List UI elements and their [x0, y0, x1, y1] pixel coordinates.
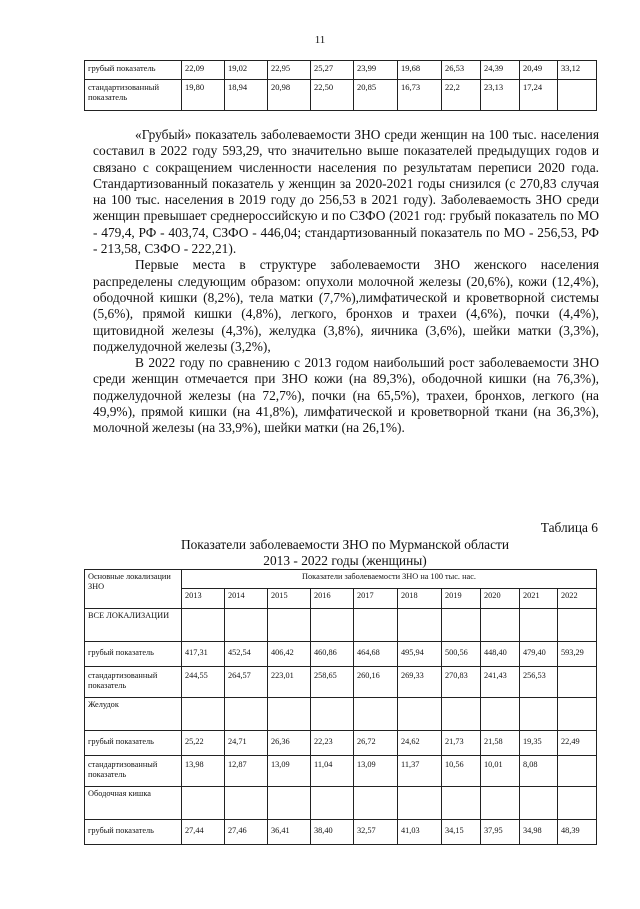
table-cell: 18,94 — [225, 80, 268, 111]
table-cell: 223,01 — [268, 667, 311, 698]
table-cell — [558, 80, 597, 111]
table-cell — [182, 787, 225, 820]
table-cell: 37,95 — [481, 820, 520, 845]
table-cell: 32,57 — [354, 820, 398, 845]
table-cell — [354, 787, 398, 820]
table-cell: 19,02 — [225, 61, 268, 80]
table-cell: 593,29 — [558, 642, 597, 667]
table-cell: 24,39 — [481, 61, 520, 80]
table-cell: 17,24 — [520, 80, 558, 111]
table-cell: 244,55 — [182, 667, 225, 698]
table-cell: 269,33 — [398, 667, 442, 698]
table-cell: 406,42 — [268, 642, 311, 667]
table-cell: 26,72 — [354, 731, 398, 756]
table-cell: 417,31 — [182, 642, 225, 667]
row-label: грубый показатель — [85, 731, 182, 756]
year-header: 2022 — [558, 589, 597, 609]
table-cell: 19,35 — [520, 731, 558, 756]
table-cell — [558, 756, 597, 787]
table-cell — [311, 609, 354, 642]
table-cell — [354, 698, 398, 731]
table-cell — [558, 787, 597, 820]
table-cell: 13,09 — [268, 756, 311, 787]
table-cell: 8,08 — [520, 756, 558, 787]
table-cell: 22,50 — [311, 80, 354, 111]
table-cell: 24,71 — [225, 731, 268, 756]
table-cell: 258,65 — [311, 667, 354, 698]
table-cell: 460,86 — [311, 642, 354, 667]
year-header: 2014 — [225, 589, 268, 609]
table-cell: 479,40 — [520, 642, 558, 667]
table-cell: 26,36 — [268, 731, 311, 756]
table-cell: 26,53 — [442, 61, 481, 80]
table-row — [85, 820, 597, 845]
table-cell: 25,22 — [182, 731, 225, 756]
table-cell — [311, 698, 354, 731]
table-cell: 22,49 — [558, 731, 597, 756]
group-header: Показатели заболеваемости ЗНО на 100 тыс. нас. — [182, 570, 597, 589]
table-cell — [354, 609, 398, 642]
table-cell: 10,01 — [481, 756, 520, 787]
table-row — [85, 80, 597, 111]
table-cell — [481, 787, 520, 820]
table-cell: 16,73 — [398, 80, 442, 111]
paragraph: Первые места в структуре заболеваемости ЗНО женского населения распределены следующим образом: опухоли молочной железы (20,6%), кожи (12,4%), ободочной кишки (8,2%), тела матки (7,7%),лимфатической и кроветворной системы (5,6%), прямой кишки (4,8%), легкого, бронхов и трахеи (4,6%), почки (4,4%), щитовидной железы (4,3%), желудка (3,8%), яичника (3,6%), шейки матки (3,3%), поджелудочной железы (3,2%), — [93, 257, 599, 354]
table-cell: 20,49 — [520, 61, 558, 80]
table-cell — [558, 698, 597, 731]
table-cell: 34,15 — [442, 820, 481, 845]
body-text — [93, 127, 599, 437]
table-cell: 264,57 — [225, 667, 268, 698]
table-cell: 452,54 — [225, 642, 268, 667]
corner-header: Основные локализации ЗНО — [85, 570, 182, 609]
row-label: грубый показатель — [85, 642, 182, 667]
section-row — [85, 787, 597, 820]
paragraph: «Грубый» показатель заболеваемости ЗНО среди женщин на 100 тыс. населения составил в 2022 году 593,29, что значительно выше показателей предыдущих годов и связано с сокращением численности населения по результатам переписи 2020 года. Стандартизованный показатель у женщин за 2020-2021 годы снизился (с 270,83 случая на 100 тыс. населения в 2019 году до 256,53 в 2021 году). Заболеваемость ЗНО среди женщин превышает среднероссийскую и по СЗФО (2021 год: грубый показатель по МО - 479,4, РФ - 403,74, СЗФО - 446,04; стандартизованный показатель по МО - 256,53, РФ - 213,58, СЗФО - 222,21). — [93, 127, 599, 257]
table-cell — [520, 698, 558, 731]
table-cell — [182, 609, 225, 642]
table-row — [85, 61, 597, 80]
section-name: Ободочная кишка — [85, 787, 182, 820]
year-header: 2018 — [398, 589, 442, 609]
table-cell — [558, 667, 597, 698]
table-cell — [268, 698, 311, 731]
year-header: 2019 — [442, 589, 481, 609]
year-header: 2017 — [354, 589, 398, 609]
table-cell: 260,16 — [354, 667, 398, 698]
table-cell: 464,68 — [354, 642, 398, 667]
row-label: грубый показатель — [85, 61, 182, 80]
table-cell — [481, 609, 520, 642]
table-cell: 19,80 — [182, 80, 225, 111]
year-header: 2021 — [520, 589, 558, 609]
table-cell: 34,98 — [520, 820, 558, 845]
table-cell: 36,41 — [268, 820, 311, 845]
table-cell: 27,44 — [182, 820, 225, 845]
table-cell: 241,43 — [481, 667, 520, 698]
table-cell: 22,09 — [182, 61, 225, 80]
section-name: ВСЕ ЛОКАЛИЗАЦИИ — [85, 609, 182, 642]
row-label: стандартизованный показатель — [85, 667, 182, 698]
table-cell: 23,13 — [481, 80, 520, 111]
year-header: 2013 — [182, 589, 225, 609]
year-header: 2016 — [311, 589, 354, 609]
table-cell — [311, 787, 354, 820]
page-number: 11 — [314, 34, 326, 46]
table-cell: 20,98 — [268, 80, 311, 111]
table-cell: 27,46 — [225, 820, 268, 845]
table-cell: 23,99 — [354, 61, 398, 80]
table-cell: 41,03 — [398, 820, 442, 845]
table-cell — [398, 787, 442, 820]
table-cell: 256,53 — [520, 667, 558, 698]
row-label: стандартизованный показатель — [85, 756, 182, 787]
table-cell — [225, 787, 268, 820]
year-header: 2015 — [268, 589, 311, 609]
table-cell: 48,39 — [558, 820, 597, 845]
table-title-line: 2013 - 2022 годы (женщины) — [263, 553, 427, 568]
table-cell — [182, 698, 225, 731]
table-cell: 21,73 — [442, 731, 481, 756]
table-cell: 33,12 — [558, 61, 597, 80]
table-caption: Таблица 6 — [540, 520, 598, 535]
table-cell — [520, 787, 558, 820]
table-cell: 38,40 — [311, 820, 354, 845]
table-row — [85, 667, 597, 698]
table-cell: 13,09 — [354, 756, 398, 787]
table-cell: 21,58 — [481, 731, 520, 756]
section-row — [85, 698, 597, 731]
table-title — [90, 537, 600, 569]
table-cell — [398, 609, 442, 642]
table-cell — [225, 698, 268, 731]
table-row — [85, 731, 597, 756]
table-cell — [268, 609, 311, 642]
table-cell: 22,95 — [268, 61, 311, 80]
table-cell: 20,85 — [354, 80, 398, 111]
table-cell — [481, 698, 520, 731]
table-row — [85, 756, 597, 787]
table-cell — [442, 787, 481, 820]
table-cell — [520, 609, 558, 642]
table-title-line: Показатели заболеваемости ЗНО по Мурманской области — [180, 537, 510, 552]
row-label: грубый показатель — [85, 820, 182, 845]
table-cell — [398, 698, 442, 731]
table-cell: 11,37 — [398, 756, 442, 787]
table-cell: 10,56 — [442, 756, 481, 787]
table-cell: 500,56 — [442, 642, 481, 667]
table-cell: 11,04 — [311, 756, 354, 787]
section-name: Желудок — [85, 698, 182, 731]
table-cell: 270,83 — [442, 667, 481, 698]
table-cell: 448,40 — [481, 642, 520, 667]
row-label: стандартизованный показатель — [85, 80, 182, 111]
table-cell — [442, 609, 481, 642]
table-cell: 22,23 — [311, 731, 354, 756]
table-cell — [442, 698, 481, 731]
table-cell: 19,68 — [398, 61, 442, 80]
table-cell — [225, 609, 268, 642]
table-cell: 25,27 — [311, 61, 354, 80]
incidence-table — [84, 569, 597, 845]
paragraph: В 2022 году по сравнению с 2013 годом наибольший рост заболеваемости ЗНО среди женщин отмечается при ЗНО кожи (на 89,3%), ободочной кишки (на 76,3%), поджелудочной железы (на 72,7%), почки (на 65,5%), трахеи, бронхов, легкого (на 49,9%), прямой кишки (на 41,8%), лимфатической и кроветворной ткани (на 36,3%), молочной железы (на 33,9%), шейки матки (на 26,1%). — [93, 355, 599, 436]
table-cell: 22,2 — [442, 80, 481, 111]
table-cell — [268, 787, 311, 820]
table-cell: 12,87 — [225, 756, 268, 787]
table-cell — [558, 609, 597, 642]
table-cell: 495,94 — [398, 642, 442, 667]
table-cell: 24,62 — [398, 731, 442, 756]
year-header: 2020 — [481, 589, 520, 609]
table-cell: 13,98 — [182, 756, 225, 787]
top-table-fragment — [84, 60, 597, 111]
table-row — [85, 642, 597, 667]
section-row — [85, 609, 597, 642]
